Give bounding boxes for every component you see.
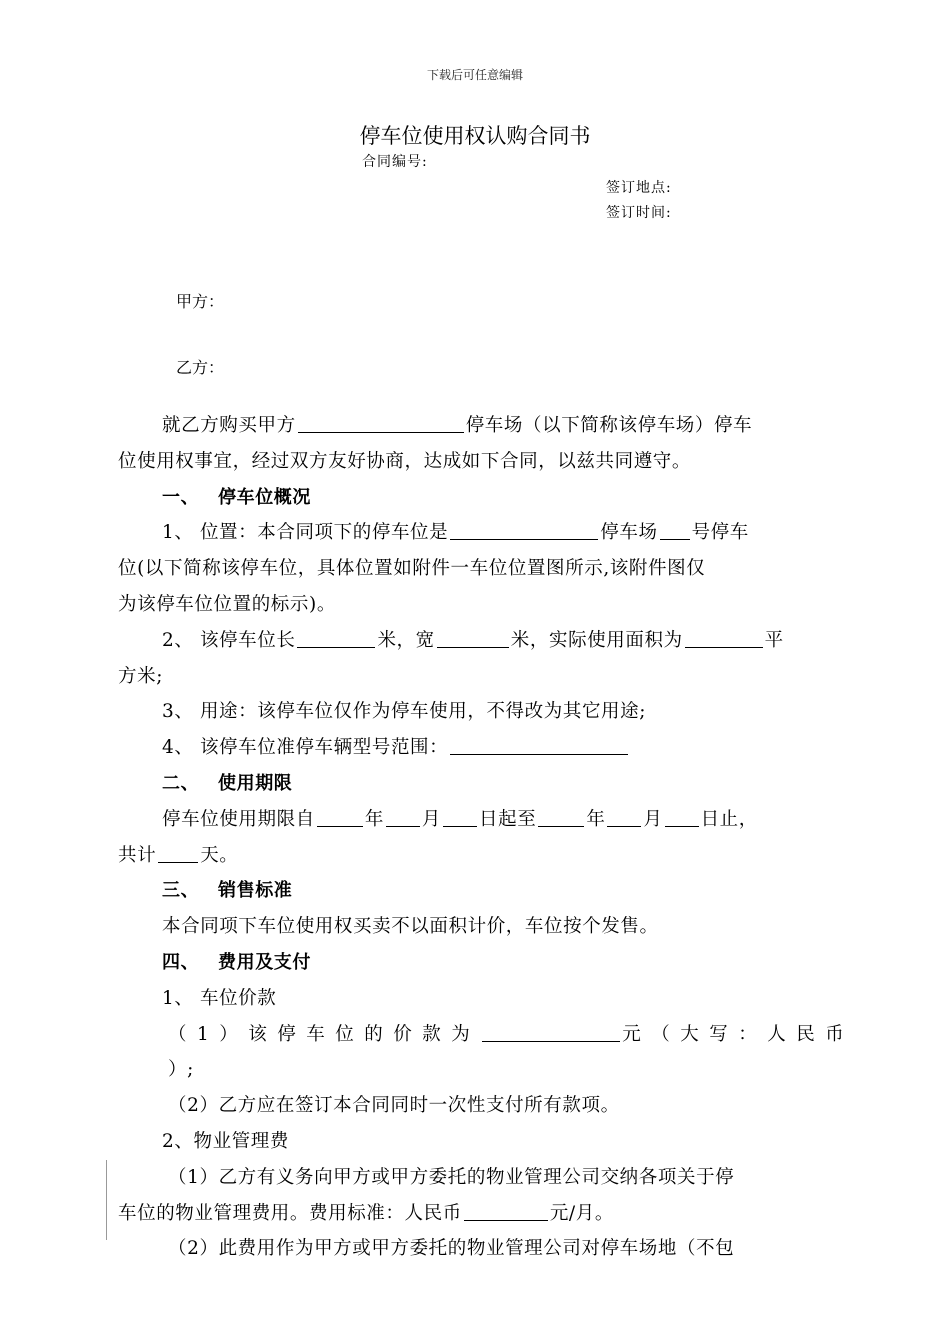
end-month-blank[interactable] [607,808,641,827]
section-1-heading: 一、 停车位概况 [162,486,311,508]
start-day-blank[interactable] [443,808,477,827]
vehicle-type-blank[interactable] [450,736,628,755]
sign-place-label: 签订地点: [606,180,672,196]
s1-item-1-line-2: 位(以下简称该停车位，具体位置如附件一车位位置图所示,该附件图仅 [118,558,706,580]
s1-item-1-line-3: 为该停车位位置的标示)。 [118,593,336,615]
space-number-blank[interactable] [660,521,690,540]
monthly-fee-blank[interactable] [464,1202,548,1221]
s1-item-4: 4、 该停车位准停车辆型号范围： [118,730,830,766]
s4-fee-line-2: 车位的物业管理费用。费用标准：人民币 元/月。 [118,1202,614,1224]
s4-price-line-3: （2）乙方应在签订本合同同时一次性支付所有款项。 [168,1095,620,1117]
start-month-blank[interactable] [386,808,420,827]
party-a-label: 甲方： [176,292,225,311]
page-title: 停车位使用权认购合同书 [359,124,591,148]
intro-line-2: 位使用权事宜，经过双方友好协商，达成如下合同，以兹共同遵守。 [118,450,692,472]
header-note: 下载后可任意编辑 [426,68,523,82]
s4-price-line-1: （1）该停车位的价款为 元（大写：人民币 [168,1023,855,1045]
intro-line-1: 就乙方购买甲方 停车场（以下简称该停车场）停车 [162,415,753,436]
section-4-heading: 四、 费用及支付 [162,951,311,973]
end-day-blank[interactable] [665,808,699,827]
width-blank[interactable] [437,629,509,648]
contract-body [118,408,855,1267]
s1-item-1-line-1: 1、 位置：本合同项下的停车位是 停车场 号停车 [162,522,749,544]
party-b-label: 乙方： [176,358,225,377]
section-2-heading: 二、 使用期限 [162,772,293,794]
s1-item-2-line-2: 方米; [118,665,164,687]
margin-marker [106,1160,107,1240]
s1-item-3: 3、 用途：该停车位仅作为停车使用，不得改为其它用途; [162,701,647,723]
end-year-blank[interactable] [538,808,584,827]
price-blank[interactable] [482,1023,620,1042]
location-lot-blank[interactable] [450,521,598,540]
sign-time-label: 签订时间: [606,205,672,221]
start-year-blank[interactable] [317,808,363,827]
area-blank[interactable] [685,629,763,648]
s4-sub-1: 1、 车位价款 [162,987,277,1009]
s4-fee-line-3: （2）此费用作为甲方或甲方委托的物业管理公司对停车场地（不包 [168,1238,735,1260]
s4-sub-2: 2、物业管理费 [162,1130,289,1152]
total-days-blank[interactable] [158,844,198,863]
length-blank[interactable] [297,629,375,648]
s4-price-line-2: ）; [168,1059,194,1081]
s2-line-1: 停车位使用期限自 年 月 日起至 年 月 日止， [162,808,758,830]
s1-item-2-line-1: 2、 该停车位长 米，宽 米，实际使用面积为 平 [162,629,784,651]
section-3-heading: 三、 销售标准 [162,880,293,902]
s4-fee-line-1: （1）乙方有义务向甲方或甲方委托的物业管理公司交纳各项关于停 [168,1166,735,1188]
contract-number-label: 合同编号: [362,154,428,170]
s3-line-1: 本合同项下车位使用权买卖不以面积计价，车位按个发售。 [162,916,659,938]
parking-lot-name-blank[interactable] [298,414,464,433]
s2-line-2: 共计 天。 [118,844,239,866]
